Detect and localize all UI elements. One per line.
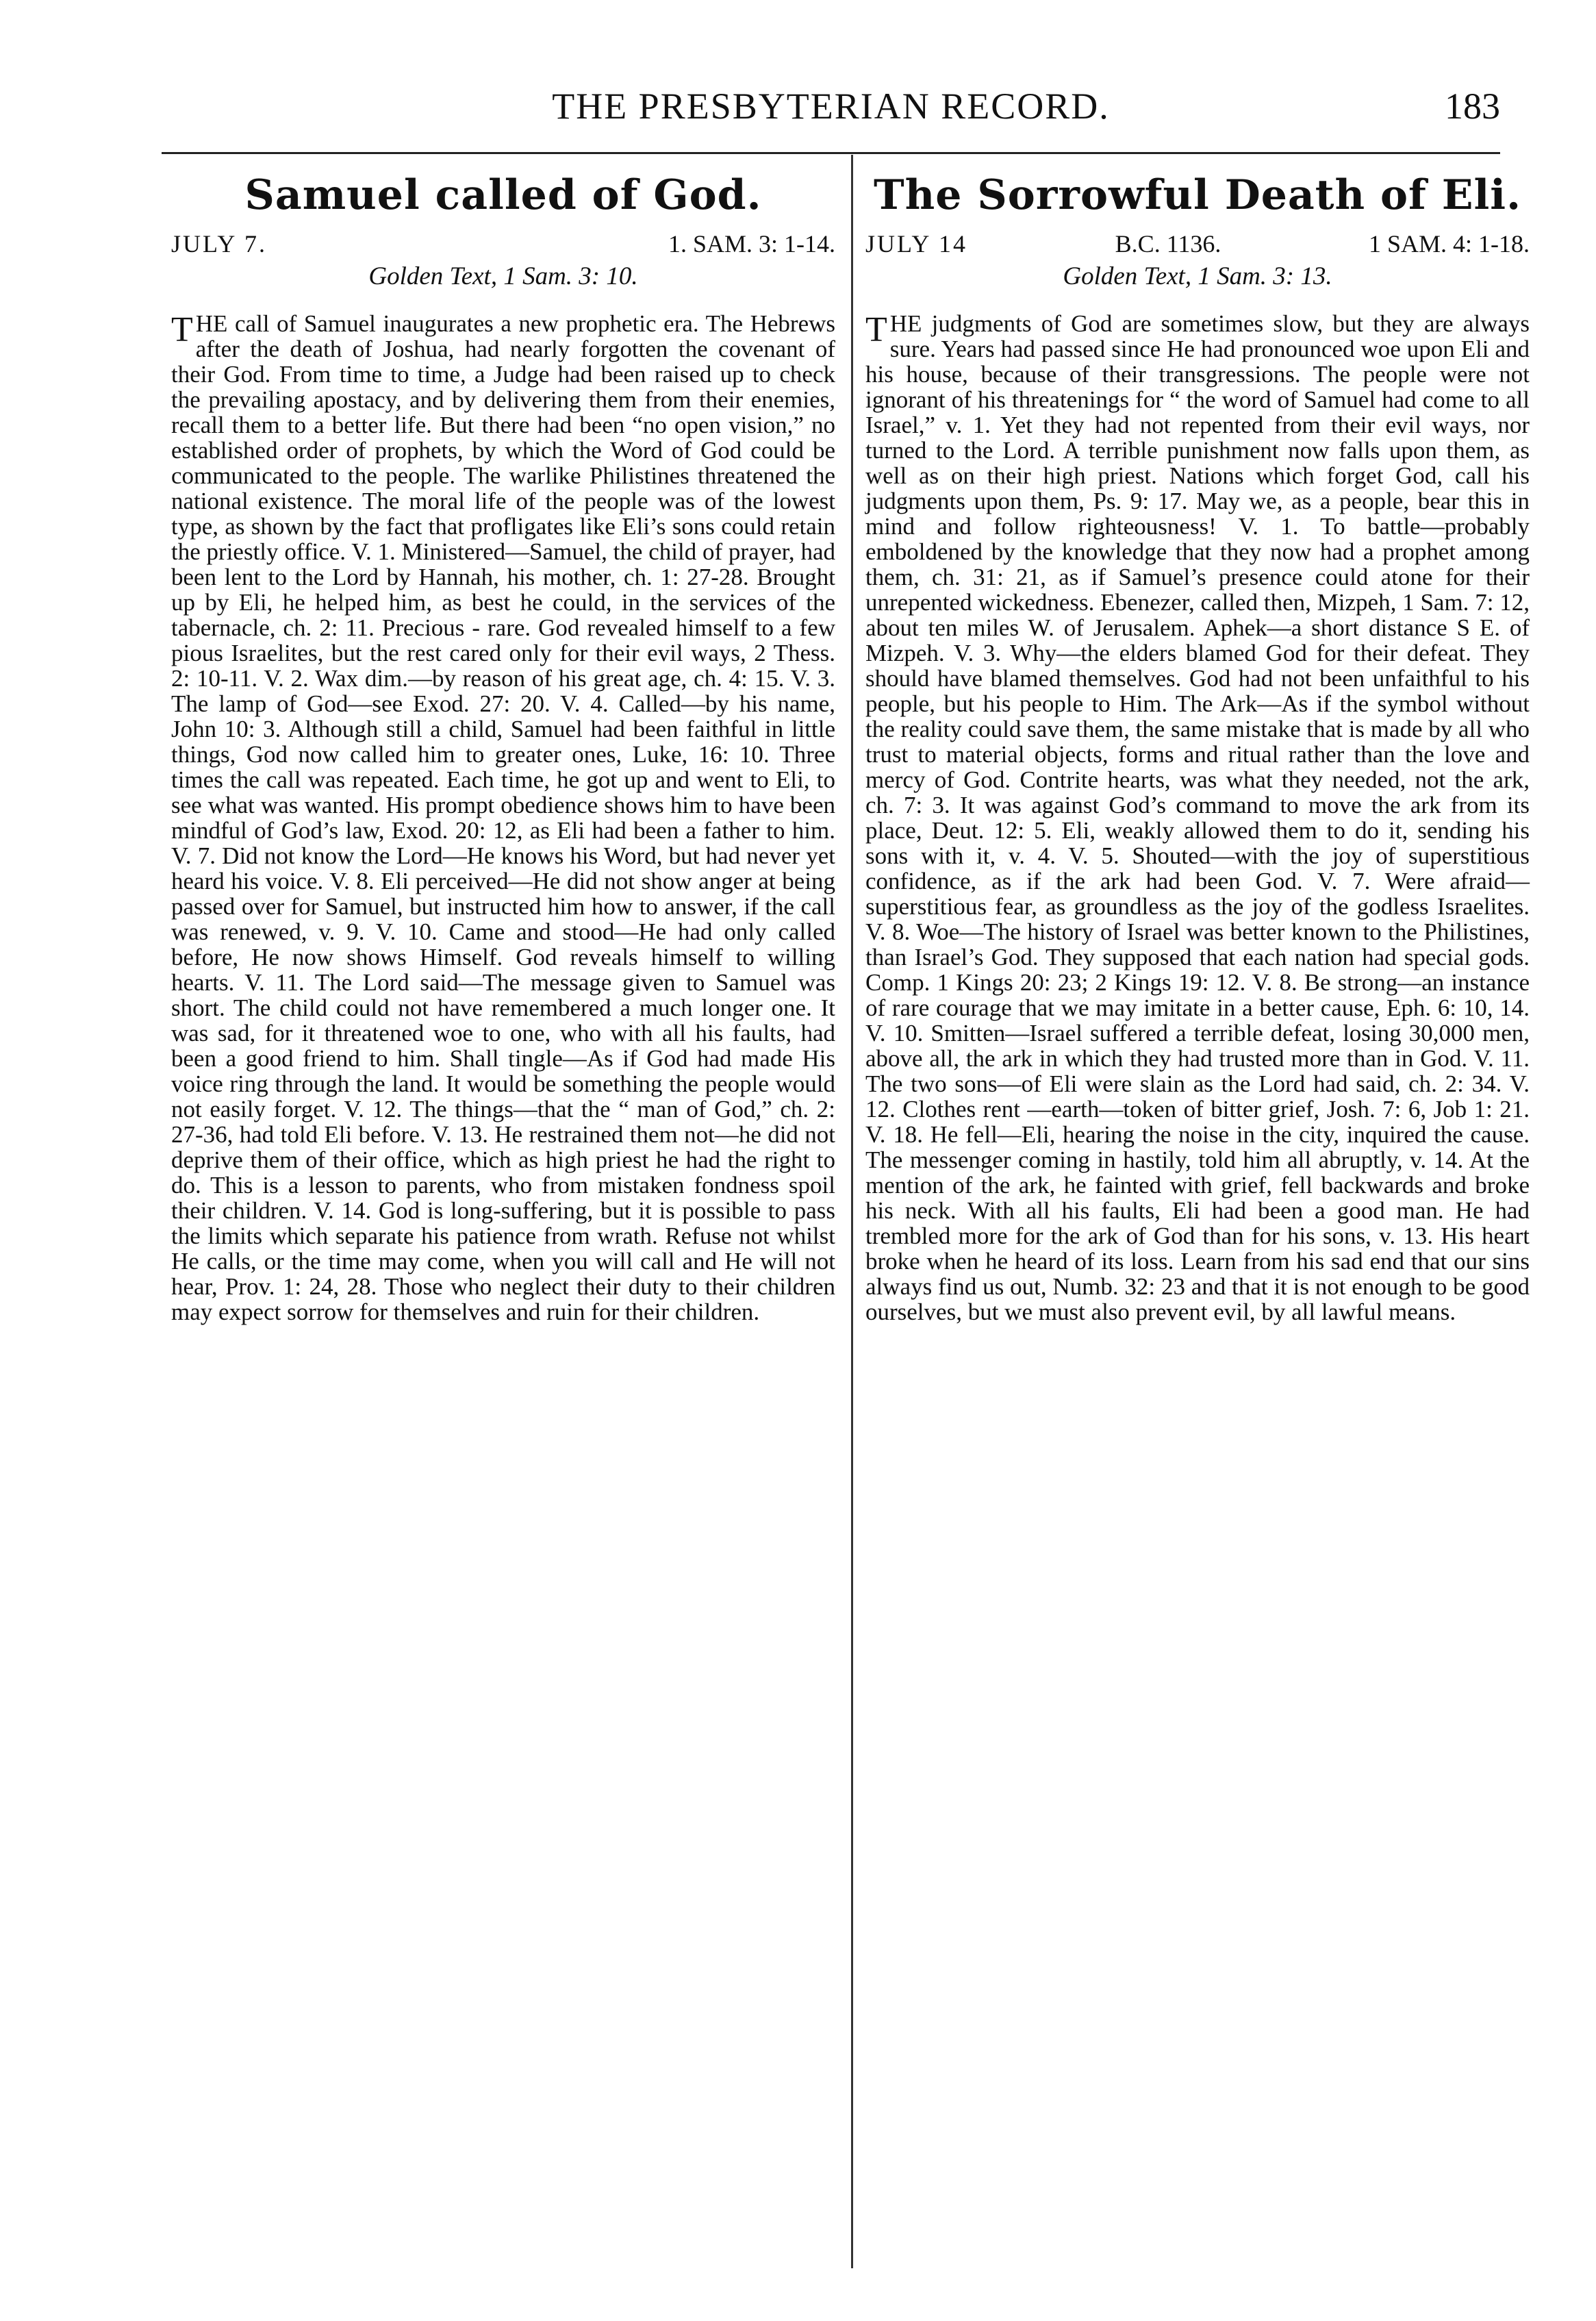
lesson-date: JULY 14	[865, 230, 968, 258]
lesson-year: B.C. 1136.	[1115, 230, 1221, 258]
lesson-reference: 1. SAM. 3: 1-14.	[668, 230, 835, 258]
lesson-column-right	[865, 164, 1530, 1325]
lesson-column-left	[171, 164, 835, 1325]
lesson-meta	[865, 229, 1530, 259]
lesson-title: Samuel called of God.	[244, 171, 762, 219]
drop-cap: T	[171, 310, 193, 349]
golden-text: Golden Text, 1 Sam. 3: 10.	[368, 262, 638, 290]
running-title: THE PRESBYTERIAN RECORD.	[552, 86, 1110, 127]
golden-text: Golden Text, 1 Sam. 3: 13.	[1063, 262, 1332, 290]
lesson-body	[865, 311, 1530, 1325]
drop-cap: T	[865, 310, 887, 349]
lesson-meta	[171, 229, 835, 259]
lesson-date: JULY 7.	[171, 230, 268, 258]
running-head	[162, 82, 1500, 137]
page-number: 183	[1445, 86, 1500, 127]
lesson-text: HE judgments of God are sometimes slow, but they are always sure. Years had passed since He had pronounced woe upon Eli and his house, because of their transgressions. The people were not ignorant of his threatenings for “ the word of Samuel had come to all Israel,” v. 1. Yet they had not repented from their evil ways, nor turned to the Lord. A terrible punishment now falls upon them, as well as on their high priest. Nations which forget God, call his judgments upon them, Ps. 9: 17. May we, as a people, bear this in mind and follow righteousness! V. 1. To battle—probably emboldened by the knowledge that they now had a prophet among them, ch. 31: 21, as if Samuel’s presence could atone for their unrepented wickedness. Ebenezer, called then, Mizpeh, 1 Sam. 7: 12, about ten miles W. of Jerusalem. Aphek—a short distance S E. of Mizpeh. V. 3. Why—the elders blamed God for their defeat. They should have blamed themselves. God had not been unfaithful to his people, but his people to Him. The Ark—As if the symbol without the reality could save them, the same mistake that is made by all who trust to material objects, forms and ritual rather than the love and mercy of God. Contrite hearts, was what they needed, not the ark, ch. 7: 3. It was against God’s command to move the ark from its place, Deut. 12: 5. Eli, weakly allowed them to do it, sending his sons with it, v. 4. V. 5. Shouted—with the joy of superstitious confidence, as if the ark had been God. V. 7. Were afraid—superstitious fear, as groundless as the joy of the godless Israelites. V. 8. Woe—The history of Israel was better known to the Philistines, than Israel’s God. They supposed that each nation had special gods. Comp. 1 Kings 20: 23; 2 Kings 19: 12. V. 8. Be strong—an instance of rare courage that we may imitate in a better cause, Eph. 6: 10, 14. V. 10. Smitten—Israel suffered a terrible defeat, losing 30,000 men, above all, the ark in which they had trusted more than in God. V. 11. The two sons—of Eli were slain as the Lord had said, ch. 2: 34. V. 12. Clothes rent —earth—token of bitter grief, Josh. 7: 6, Job 1: 21. V. 18. He fell—Eli, hearing the noise in the city, inquired the cause. The messenger coming in hastily, told him all abruptly, v. 14. At the mention of the ark, he fainted with grief, fell backwards and broke his neck. With all his faults, Eli had been a good man. He had trembled more for the ark of God than for his sons, v. 13. His heart broke when he heard of its loss. Learn from his sad end that our sins always find us out, Numb. 32: 23 and that it is not enough to be good ourselves, but we must also prevent evil, by all lawful means.	[865, 310, 1530, 1325]
header-rule	[162, 152, 1500, 154]
lesson-text: HE call of Samuel inaugurates a new prophetic era. The Hebrews after the death of Joshua, had nearly forgotten the covenant of their God. From time to time, a Judge had been raised up to check the prevailing apostacy, and by delivering them from their enemies, recall them to a better life. But there had been “no open vision,” no established order of prophets, by which the Word of God could be communicated to the people. The warlike Philistines threatened the national existence. The moral life of the people was of the lowest type, as shown by the fact that profligates like Eli’s sons could retain the priestly office. V. 1. Ministered—Samuel, the child of prayer, had been lent to the Lord by Hannah, his mother, ch. 1: 27-28. Brought up by Eli, he helped him, as best he could, in the services of the tabernacle, ch. 2: 11. Precious - rare. God revealed himself to a few pious Israelites, but the rest cared only for their evil ways, 2 Thess. 2: 10-11. V. 2. Wax dim.—by reason of his great age, ch. 4: 15. V. 3. The lamp of God—see Exod. 27: 20. V. 4. Called—by his name, John 10: 3. Although still a child, Samuel had been faithful in little things, God now called him to greater ones, Luke, 16: 10. Three times the call was repeated. Each time, he got up and went to Eli, to see what was wanted. His prompt obedience shows him to have been mindful of God’s law, Exod. 20: 12, as Eli had been a father to him. V. 7. Did not know the Lord—He knows his Word, but had never yet heard his voice. V. 8. Eli perceived—He did not show anger at being passed over for Samuel, but instructed him how to answer, if the call was renewed, v. 9. V. 10. Came and stood—He had only called before, He now shows Himself. God reveals himself to willing hearts. V. 11. The Lord said—The message given to Samuel was short. The child could not have remembered a much longer one. It was sad, for it threatened woe to one, who with all his faults, had been a good friend to him. Shall tingle—As if God had made His voice ring through the land. It would be something the people would not easily forget. V. 12. The things—that the “ man of God,” ch. 2: 27-36, had told Eli before. V. 13. He restrained them not—he did not deprive them of their office, which as high priest he had the right to do. This is a lesson to parents, who from mistaken fondness spoil their children. V. 14. God is long-suffering, but it is possible to pass the limits which separate his patience from wrath. Refuse not whilst He calls, or the time may come, when you will call and He will not hear, Prov. 1: 24, 28. Those who neglect their duty to their children may expect sorrow for themselves and ruin for their children.	[171, 310, 835, 1325]
lesson-reference: 1 SAM. 4: 1-18.	[1368, 230, 1530, 258]
column-divider	[851, 155, 853, 2268]
lesson-body	[171, 311, 835, 1325]
lesson-title: The Sorrowful Death of Eli.	[874, 171, 1521, 219]
